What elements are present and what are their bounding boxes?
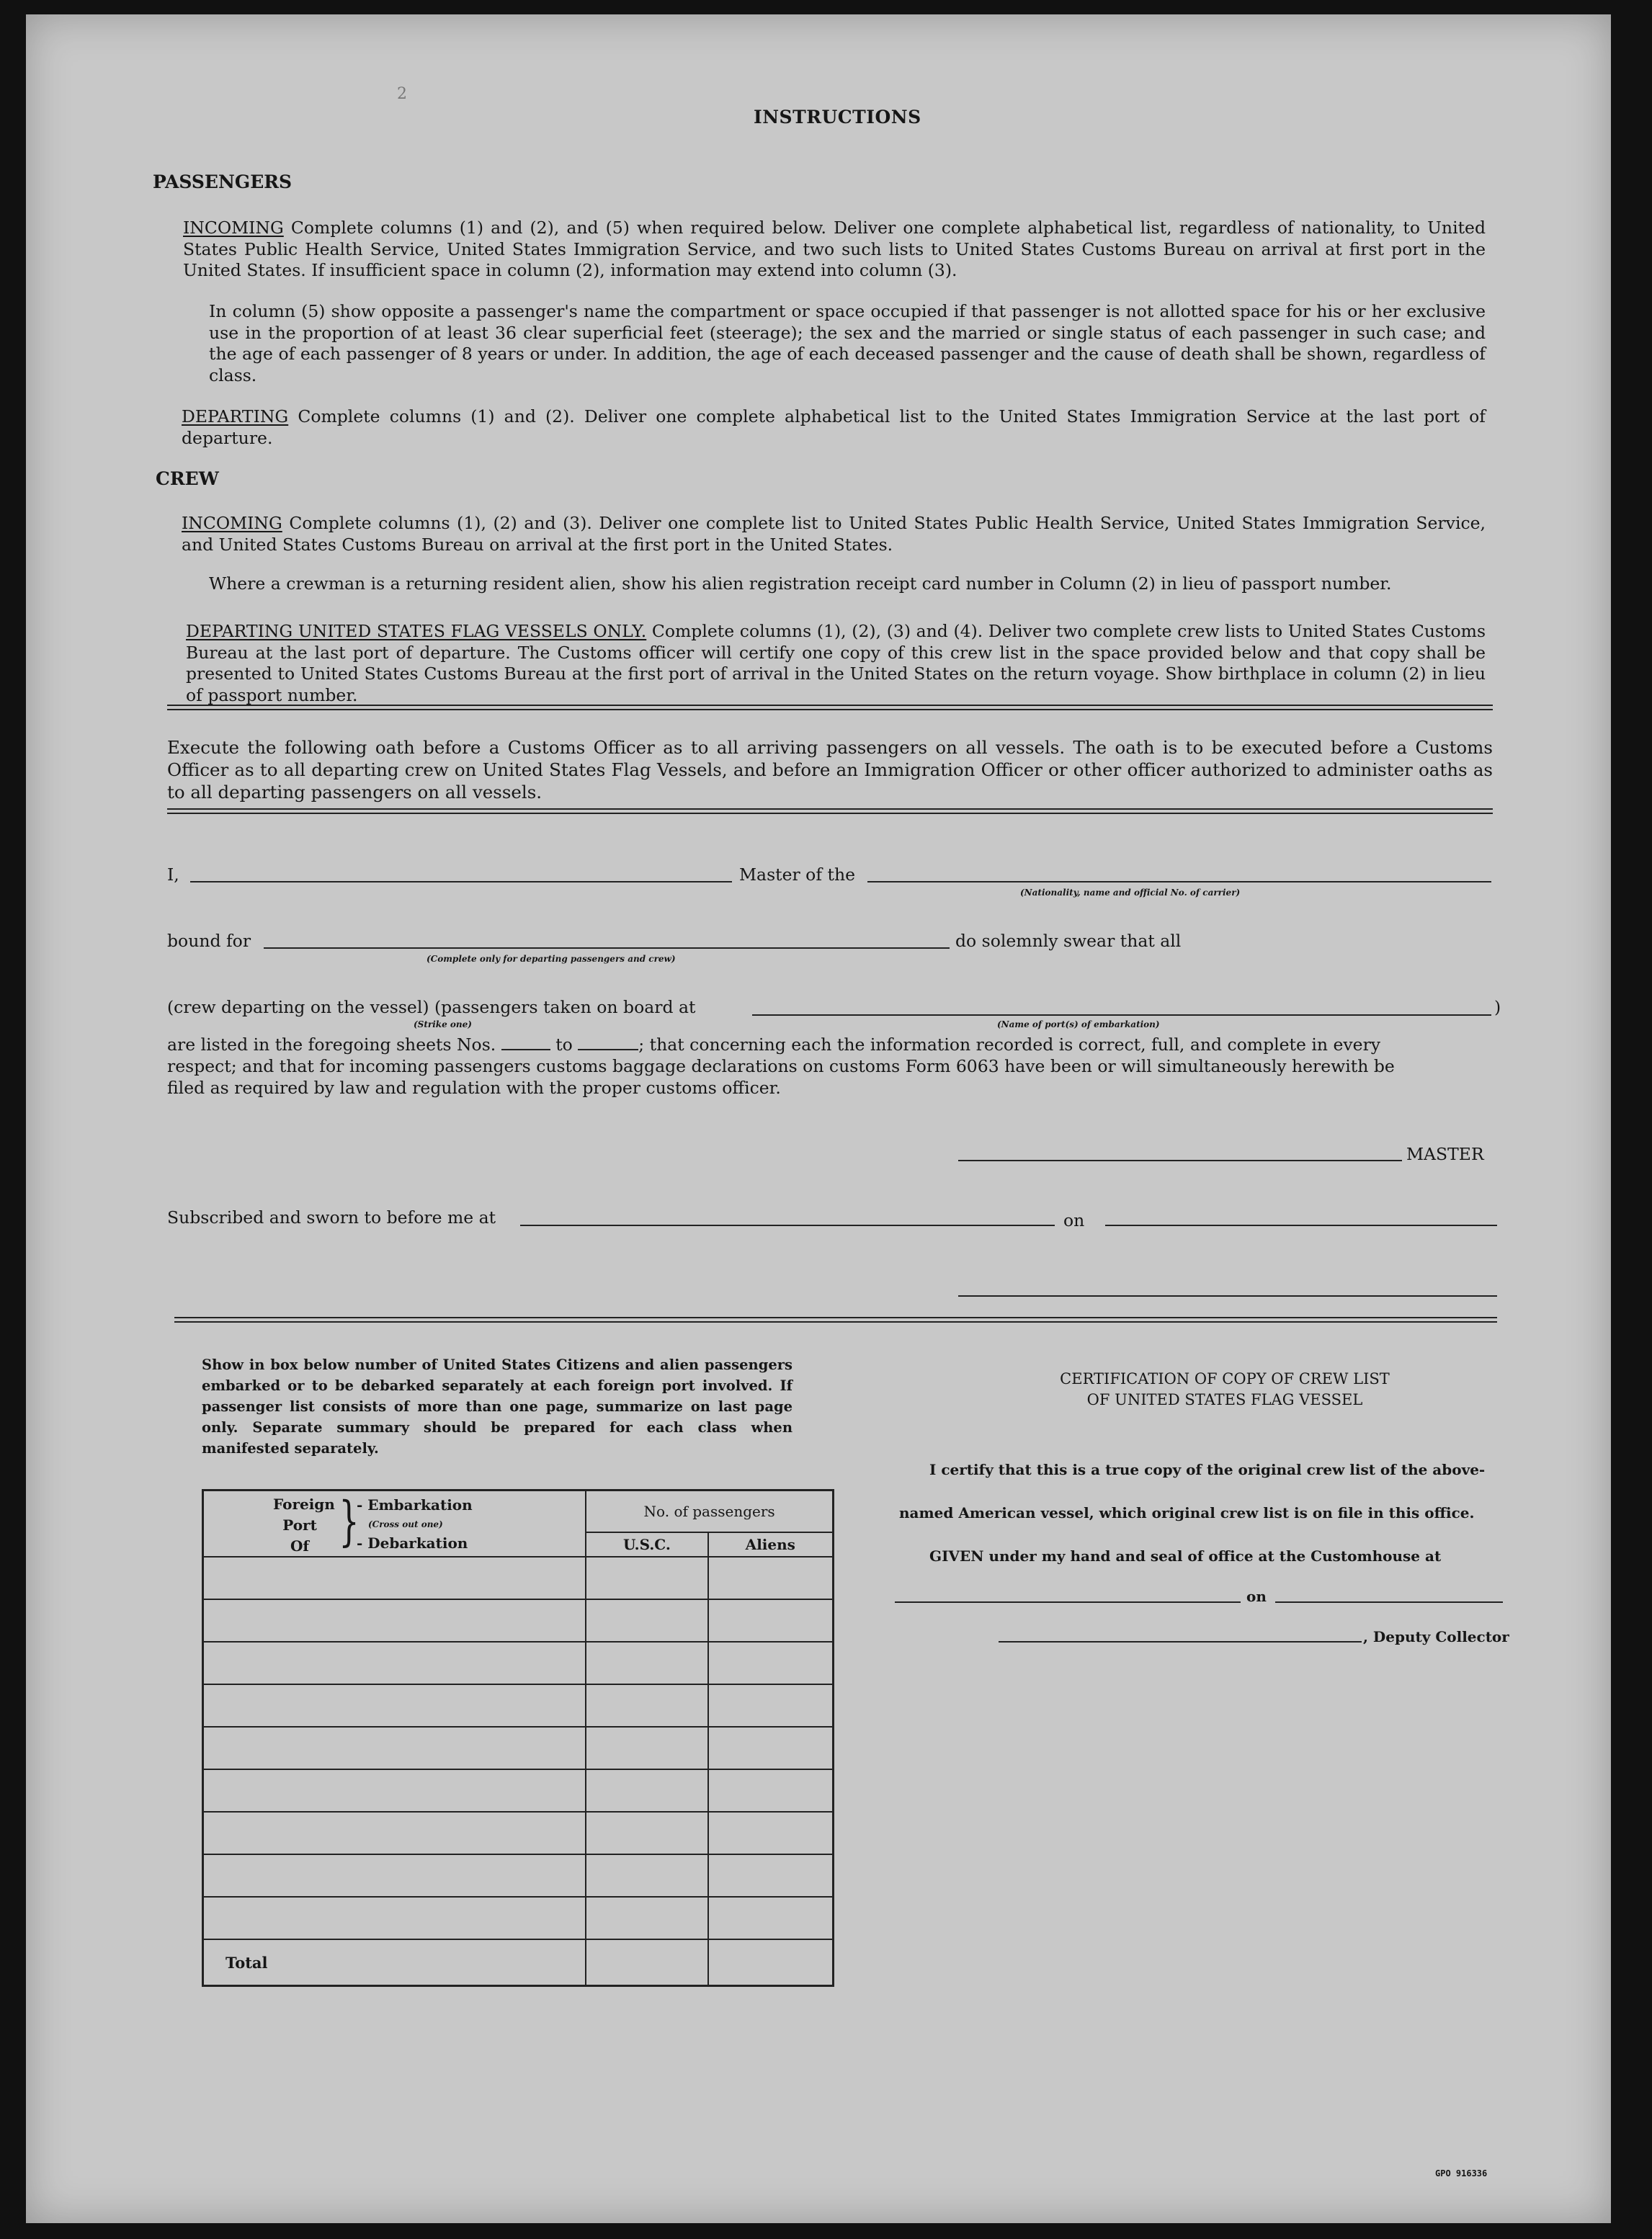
passengers-incoming-text: Complete columns (1) and (2), and (5) when required below. Deliver one complete alphabetical list, regardless of nationality, to United States Public Health Service, United States Immigration Service, and two such lists to United States Customs Bureau on arrival at first port in the United States. If insufficient space in column (2), information may extend into column (3). <box>183 218 1486 280</box>
master-name-field[interactable] <box>190 865 732 882</box>
certification-heading-line1: CERTIFICATION OF COPY OF CREW LIST <box>1060 1370 1390 1387</box>
table-row <box>203 1812 834 1854</box>
table-row <box>203 1599 834 1642</box>
given-text: GIVEN under my hand and seal of office at the Customhouse at <box>929 1547 1442 1565</box>
usc-header: U.S.C. <box>586 1532 707 1557</box>
port-label: Port <box>282 1516 317 1534</box>
table-row <box>203 1727 834 1769</box>
listed-to-label: to <box>555 1034 573 1055</box>
master-of-label: Master of the <box>739 864 855 885</box>
total-row <box>203 1939 834 1986</box>
officer-signature-field[interactable] <box>958 1279 1497 1297</box>
form-sheet <box>26 14 1611 2223</box>
listed-sheets-text <box>167 1034 1493 1055</box>
customhouse-date-field[interactable] <box>1275 1587 1503 1603</box>
aliens-cell[interactable] <box>708 1599 834 1642</box>
passengers-incoming-paragraph <box>183 218 1486 282</box>
resident-alien-paragraph: Where a crewman is a returning resident alien, show his alien registration receipt card number in Column (2) in lieu of passport number. <box>209 573 1392 594</box>
ports-caption: (Name of port(s) of embarkation) <box>997 1019 1160 1029</box>
aliens-cell[interactable] <box>708 1727 834 1769</box>
certification-heading-line2: OF UNITED STATES FLAG VESSEL <box>1086 1391 1363 1408</box>
table-row <box>203 1854 834 1897</box>
usc-cell[interactable] <box>586 1897 707 1939</box>
port-cell[interactable] <box>203 1769 586 1812</box>
port-cell[interactable] <box>203 1599 586 1642</box>
divider <box>167 808 1493 814</box>
bound-for-label: bound for <box>167 931 251 951</box>
table-row <box>203 1684 834 1727</box>
passengers-departing-label: DEPARTING <box>182 406 289 426</box>
usc-cell[interactable] <box>586 1769 707 1812</box>
table-row <box>203 1557 834 1599</box>
usc-cell[interactable] <box>586 1557 707 1599</box>
usc-total-cell[interactable] <box>586 1939 707 1986</box>
crew-passengers-text: (crew departing on the vessel) (passengers taken on board at <box>167 997 696 1017</box>
bound-for-field[interactable] <box>264 931 950 949</box>
crew-incoming-text: Complete columns (1), (2) and (3). Deliver one complete list to United States Public Health Service, United States Immigration Service, and United States Customs Bureau on arrival at the first port in the United States. <box>182 513 1486 555</box>
cross-out-caption: (Cross out one) <box>368 1519 443 1529</box>
foreign-port-header <box>203 1491 586 1558</box>
corner-mark: 2 <box>397 85 407 103</box>
usc-cell[interactable] <box>586 1727 707 1769</box>
passenger-summary-table <box>202 1489 834 1987</box>
passengers-heading: PASSENGERS <box>153 171 293 192</box>
sworn-on-label: on <box>1063 1210 1085 1230</box>
usc-cell[interactable] <box>586 1812 707 1854</box>
listed-sheets-label: are listed in the foregoing sheets Nos. <box>167 1034 496 1055</box>
master-signature-field[interactable] <box>958 1144 1402 1161</box>
usc-cell[interactable] <box>586 1684 707 1727</box>
aliens-cell[interactable] <box>708 1684 834 1727</box>
sheet-to-field[interactable] <box>578 1036 638 1050</box>
certification-heading <box>981 1369 1468 1411</box>
sworn-date-field[interactable] <box>1105 1209 1497 1226</box>
table-row <box>203 1769 834 1812</box>
sworn-place-field[interactable] <box>520 1209 1055 1226</box>
table-row <box>203 1642 834 1684</box>
usc-cell[interactable] <box>586 1854 707 1897</box>
summary-instructions: Show in box below number of United States Citizens and alien passengers embarked or to be debarked separately at each foreign port involved. If passenger list consists of more than one page, summarize on last page only. Separate summary should be prepared for each class when manifested separately. <box>202 1357 792 1457</box>
port-cell[interactable] <box>203 1854 586 1897</box>
embarkation-label: - Embarkation <box>357 1496 473 1514</box>
port-cell[interactable] <box>203 1897 586 1939</box>
listed-correct-text: ; that concerning each the information recorded is correct, full, and complete in every <box>638 1034 1381 1055</box>
swear-text: do solemnly swear that all <box>955 931 1182 951</box>
master-label: MASTER <box>1406 1144 1484 1164</box>
of-label: Of <box>290 1537 310 1555</box>
carrier-caption: (Nationality, name and official No. of carrier) <box>1020 888 1241 898</box>
embarkation-ports-field[interactable] <box>752 998 1491 1016</box>
port-cell[interactable] <box>203 1684 586 1727</box>
page-title: INSTRUCTIONS <box>754 107 921 128</box>
port-cell[interactable] <box>203 1557 586 1599</box>
port-cell[interactable] <box>203 1642 586 1684</box>
carrier-field[interactable] <box>867 865 1491 882</box>
gpo-code: GPO 916336 <box>1435 2168 1488 2178</box>
port-cell[interactable] <box>203 1727 586 1769</box>
subscribed-label: Subscribed and sworn to before me at <box>167 1207 496 1228</box>
port-cell[interactable] <box>203 1812 586 1854</box>
aliens-cell[interactable] <box>708 1642 834 1684</box>
passengers-departing-text: Complete columns (1) and (2). Deliver one complete alphabetical list to the United States Immigration Service at the last port of departure. <box>182 406 1486 448</box>
debarkation-label: - Debarkation <box>357 1534 468 1552</box>
divider <box>174 1317 1497 1323</box>
aliens-total-cell[interactable] <box>708 1939 834 1986</box>
passengers-departing-paragraph <box>182 406 1486 449</box>
passengers-incoming-label: INCOMING <box>183 218 284 238</box>
oath-i-label: I, <box>167 864 179 885</box>
crew-incoming-paragraph <box>182 513 1486 555</box>
column5-paragraph: In column (5) show opposite a passenger's name the compartment or space occupied if that passenger is not allotted space for his or her exclusive use in the proportion of at least 36 clear superficial feet (steerage); the sex and the married or single status of each passenger in such case; and the age of each passenger of 8 years or under. In addition, the age of each deceased passenger and the cause of death shall be shown, regardless of class. <box>209 301 1486 385</box>
aliens-cell[interactable] <box>708 1897 834 1939</box>
bound-for-caption: (Complete only for departing passengers and crew) <box>427 954 676 964</box>
crew-heading: CREW <box>156 468 219 489</box>
filed-text: filed as required by law and regulation with the proper customs officer. <box>167 1078 781 1098</box>
aliens-cell[interactable] <box>708 1769 834 1812</box>
foreign-label: Foreign <box>273 1496 335 1513</box>
sheet-from-field[interactable] <box>501 1036 550 1050</box>
certify-text: I certify that this is a true copy of the original crew list of the above- <box>929 1461 1486 1478</box>
certify-text-2: named American vessel, which original crew list is on file in this office. <box>899 1504 1475 1521</box>
respect-text: respect; and that for incoming passengers customs baggage declarations on customs Form 6063 have been or will simultaneously herewith be <box>167 1056 1395 1076</box>
deputy-signature-field[interactable] <box>999 1627 1362 1643</box>
crew-departing-label: DEPARTING UNITED STATES FLAG VESSELS ONLY. <box>186 621 647 641</box>
aliens-cell[interactable] <box>708 1854 834 1897</box>
aliens-cell[interactable] <box>708 1557 834 1599</box>
usc-cell[interactable] <box>586 1599 707 1642</box>
deputy-collector-label: , Deputy Collector <box>1363 1628 1509 1645</box>
crew-departing-text: Complete columns (1), (2), (3) and (4). Deliver two complete crew lists to United States Customs Bureau at the last port of departure. The Customs officer will certify one copy of this crew list in the space provided below and that copy shall be presented to United States Customs Bureau at the first port of arrival in the United States on the return voyage. Show birthplace in column (2) in lieu of passport number. <box>186 621 1486 705</box>
total-label: Total <box>203 1939 586 1986</box>
crew-incoming-label: INCOMING <box>182 513 282 533</box>
crew-departing-paragraph <box>186 621 1486 706</box>
customhouse-on-label: on <box>1246 1588 1267 1605</box>
no-passengers-header: No. of passengers <box>586 1491 833 1533</box>
usc-cell[interactable] <box>586 1642 707 1684</box>
brace-icon: } <box>339 1491 360 1552</box>
strike-one-caption: (Strike one) <box>414 1019 472 1029</box>
oath-intro-paragraph: Execute the following oath before a Customs Officer as to all arriving passengers on all vessels. The oath is to be executed before a Customs Officer as to all departing crew on United States Flag Vessels, and before an Immigration Officer or other officer authorized to administer oaths as to all departing passengers on all vessels. <box>167 737 1493 803</box>
aliens-cell[interactable] <box>708 1812 834 1854</box>
customhouse-field[interactable] <box>895 1587 1241 1603</box>
table-row <box>203 1897 834 1939</box>
divider <box>167 705 1493 710</box>
aliens-header: Aliens <box>708 1532 834 1557</box>
close-paren: ) <box>1494 997 1501 1017</box>
